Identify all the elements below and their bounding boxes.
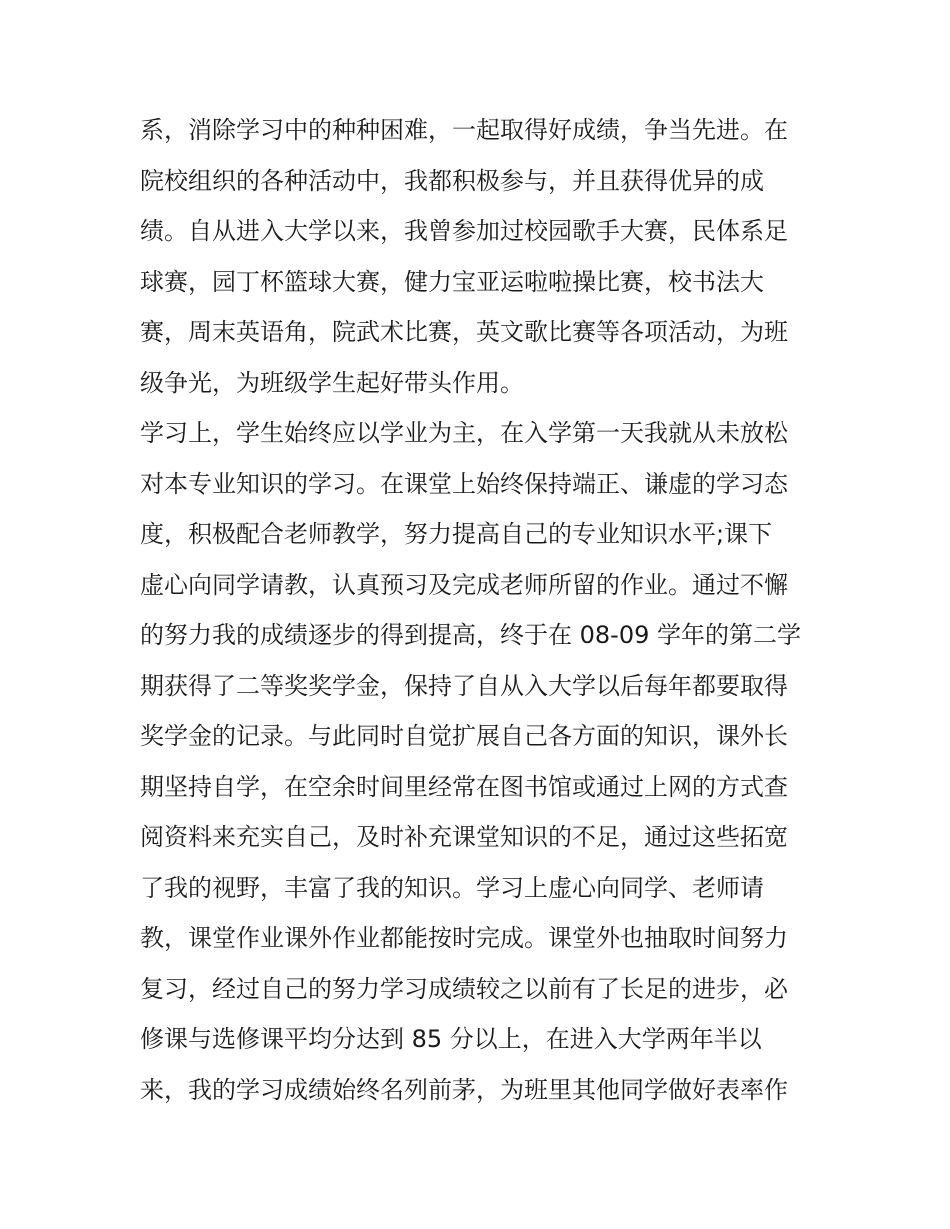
text-line: 对本专业知识的学习。在课堂上始终保持端正、谦虚的学习态 — [140, 470, 788, 498]
text-line: 来，我的学习成绩始终名列前茅，为班里其他同学做好表率作 — [140, 1076, 788, 1104]
text-line: 教，课堂作业课外作业都能按时完成。课堂外也抽取时间努力 — [140, 924, 788, 952]
text-line: 院校组织的各种活动中，我都积极参与，并且获得优异的成 — [140, 167, 764, 195]
text-line: 修课与选修课平均分达到 85 分以上，在进入大学两年半以 — [140, 1025, 762, 1053]
text-line: 度，积极配合老师教学，努力提高自己的专业知识水平;课下 — [140, 520, 773, 548]
text-line: 球赛，园丁杯篮球大赛，健力宝亚运啦啦操比赛，校书法大 — [140, 268, 764, 296]
text-line: 虚心向同学请教，认真预习及完成老师所留的作业。通过不懈 — [140, 571, 788, 599]
text-line: 系，消除学习中的种种困难，一起取得好成绩，争当先进。在 — [140, 116, 788, 144]
text-line: 了我的视野，丰富了我的知识。学习上虚心向同学、老师请 — [140, 874, 764, 902]
text-line: 阅资料来充实自己，及时补充课堂知识的不足，通过这些拓宽 — [140, 823, 788, 851]
text-line: 的努力我的成绩逐步的得到提高，终于在 08-09 学年的第二学 — [140, 621, 801, 649]
text-line: 绩。自从进入大学以来，我曾参加过校园歌手大赛，民体系足 — [140, 217, 788, 245]
text-line: 学习上，学生始终应以学业为主，在入学第一天我就从未放松 — [140, 419, 788, 447]
text-line: 期获得了二等奖奖学金，保持了自从入大学以后每年都要取得 — [140, 672, 788, 700]
text-line: 奖学金的记录。与此同时自觉扩展自己各方面的知识，课外长 — [140, 722, 788, 750]
text-line: 复习，经过自己的努力学习成绩较之以前有了长足的进步，必 — [140, 975, 788, 1003]
text-line: 期坚持自学，在空余时间里经常在图书馆或通过上网的方式查 — [140, 773, 788, 801]
text-line: 赛，周末英语角，院武术比赛，英文歌比赛等各项活动，为班 — [140, 318, 788, 346]
text-line: 级争光，为班级学生起好带头作用。 — [140, 369, 524, 397]
